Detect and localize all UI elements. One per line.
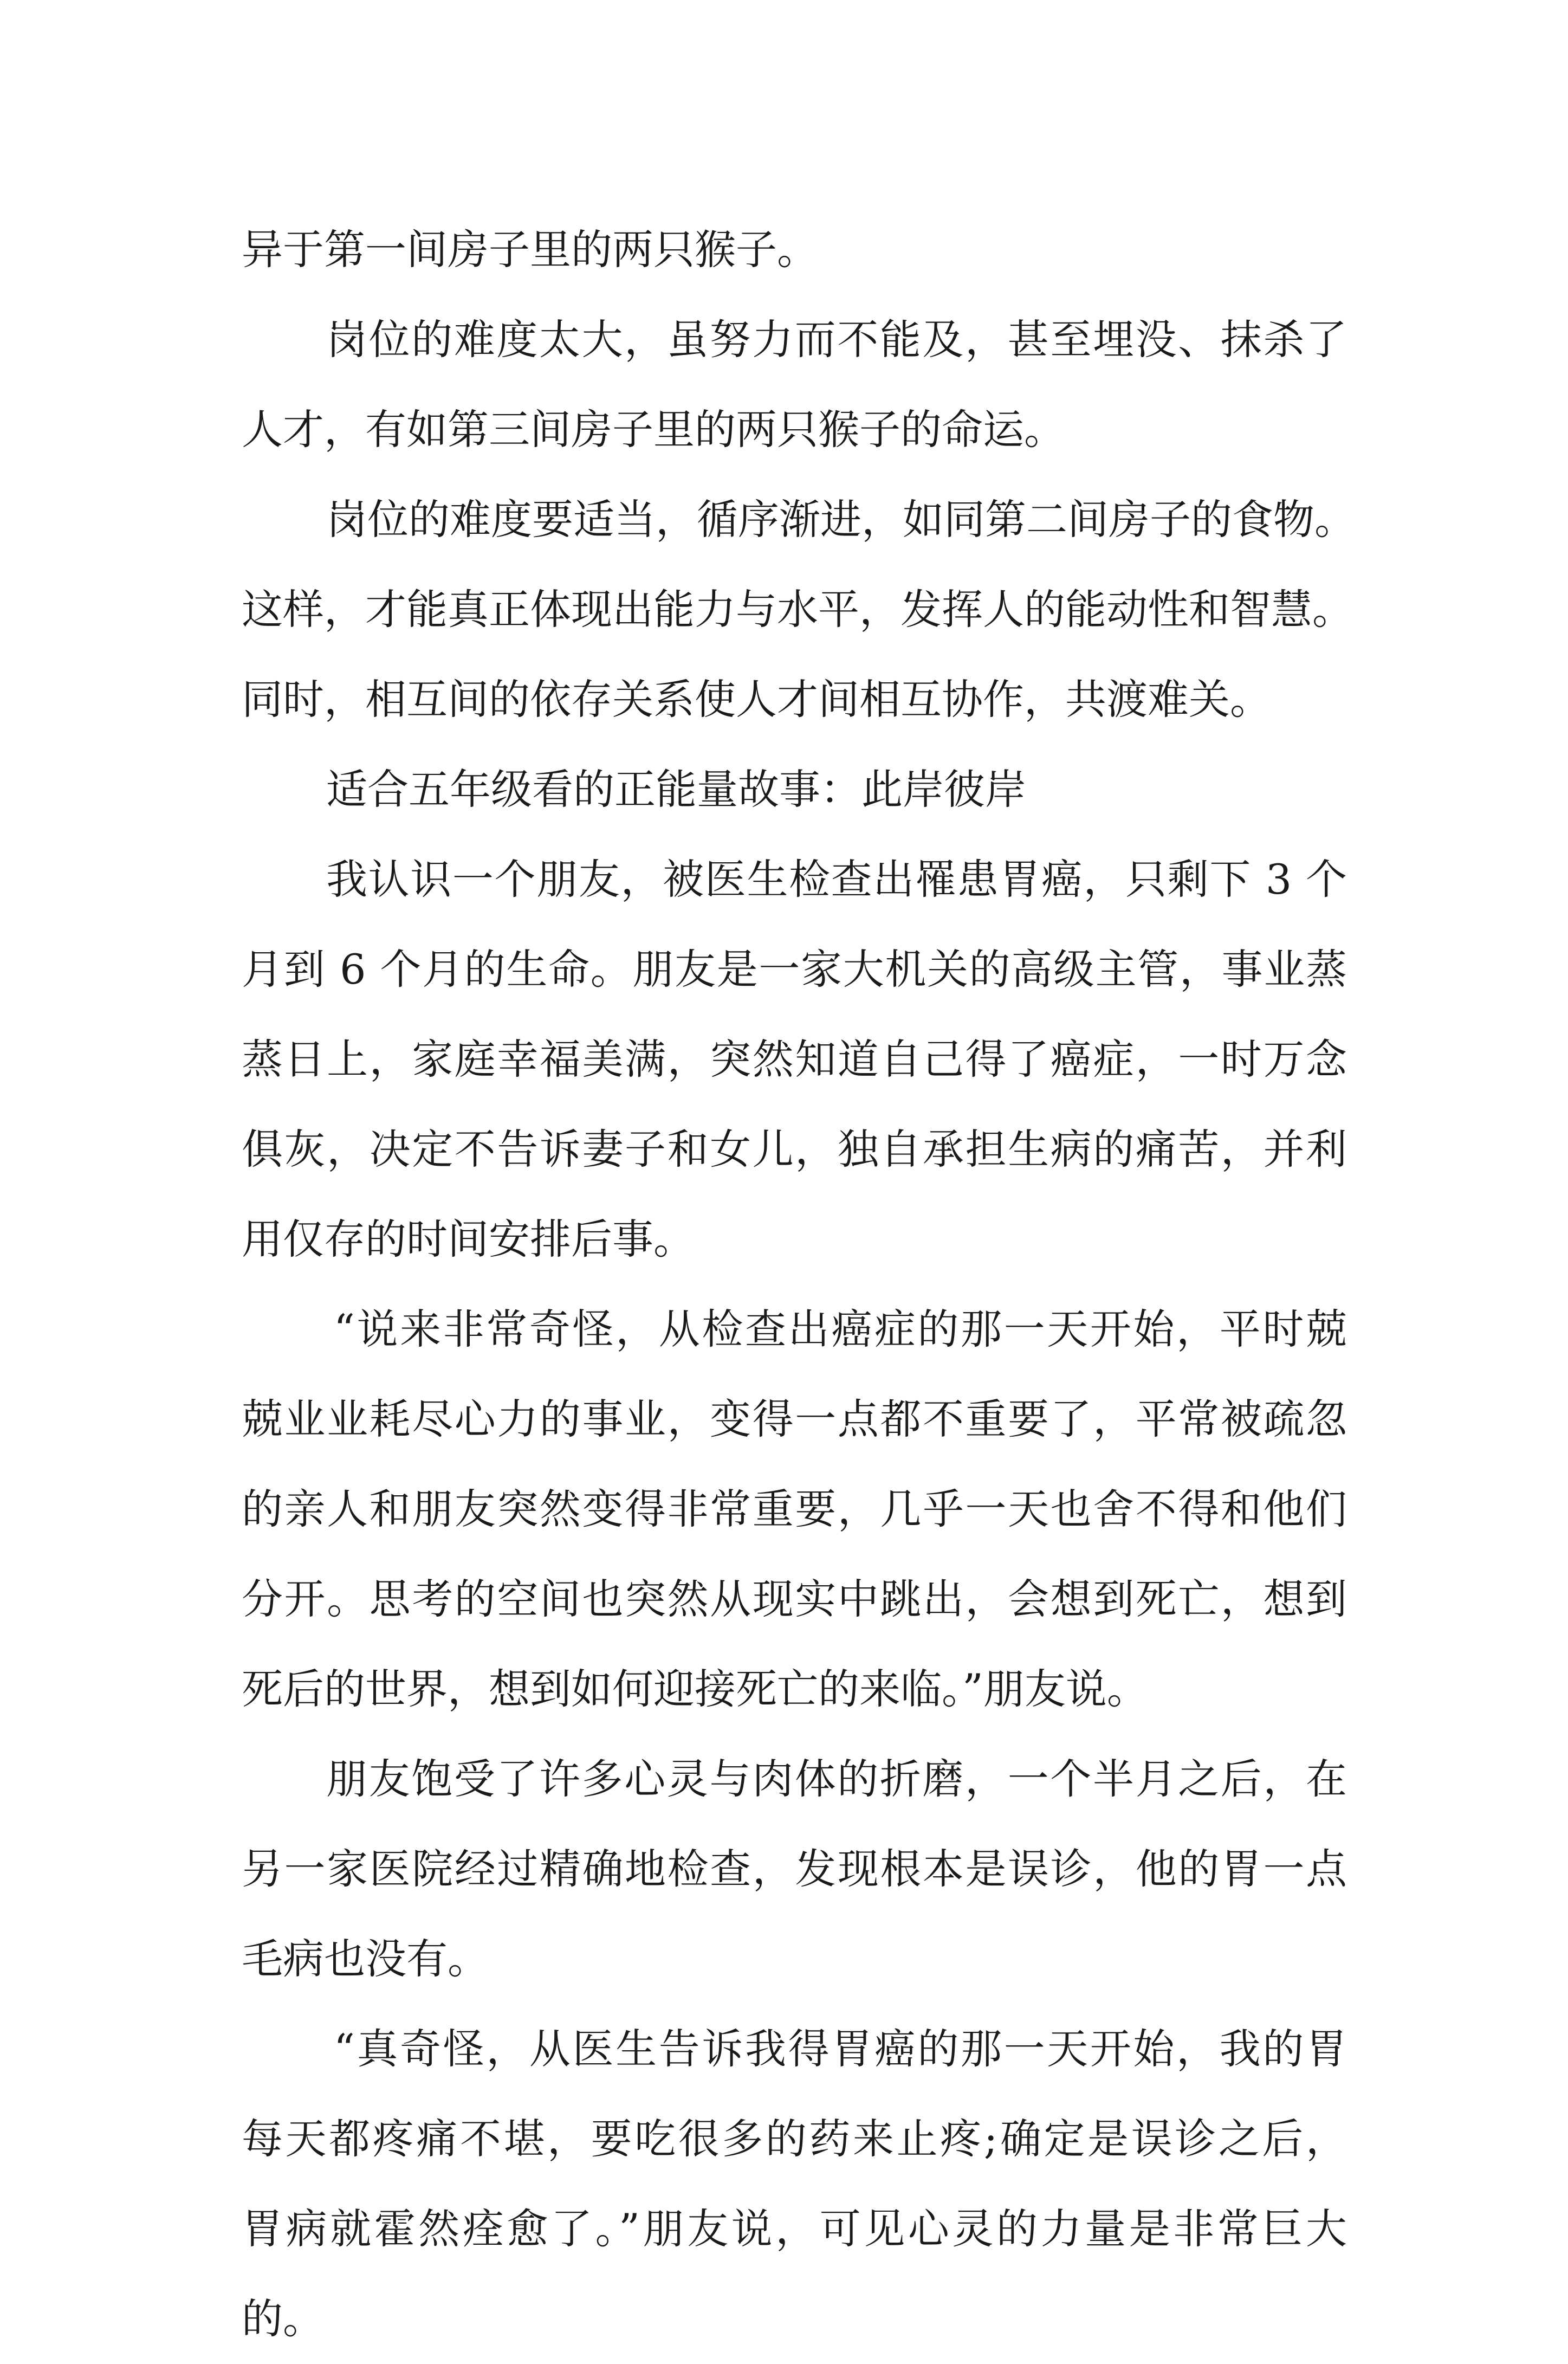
text-line: 每天都疼痛不堪，要吃很多的药来止疼;确定是误诊之后， xyxy=(242,2115,1347,2163)
text-line: 的。 xyxy=(242,2295,324,2343)
text-line: “说来非常奇怪，从检查出癌症的那一天开始，平时兢 xyxy=(334,1305,1347,1353)
text-line: 俱灰，决定不告诉妻子和女儿，独自承担生病的痛苦，并利 xyxy=(242,1125,1347,1173)
document-page xyxy=(242,205,1356,2364)
text-line: 我认识一个朋友，被医生检查出罹患胃癌，只剩下 3 个 xyxy=(326,855,1347,903)
text-line: 兢业业耗尽心力的事业，变得一点都不重要了，平常被疏忽 xyxy=(242,1395,1347,1443)
text-line: 人才，有如第三间房子里的两只猴子的命运。 xyxy=(242,405,1065,454)
text-line: “真奇怪，从医生告诉我得胃癌的那一天开始，我的胃 xyxy=(334,2025,1347,2073)
text-line: 的亲人和朋友突然变得非常重要，几乎一天也舍不得和他们 xyxy=(242,1485,1347,1533)
text-line: 毛病也没有。 xyxy=(242,1935,489,1983)
text-line: 这样，才能真正体现出能力与水平，发挥人的能动性和智慧。 xyxy=(242,585,1353,634)
text-line: 死后的世界，想到如何迎接死亡的来临。”朋友说。 xyxy=(242,1665,1148,1713)
paragraph xyxy=(242,475,1356,745)
paragraph xyxy=(242,295,1347,475)
paragraph xyxy=(242,205,1347,295)
text-line: 用仅存的时间安排后事。 xyxy=(242,1215,695,1263)
text-line: 蒸日上，家庭幸福美满，突然知道自己得了癌症，一时万念 xyxy=(242,1035,1347,1083)
heading-line: 适合五年级看的正能量故事：此岸彼岸 xyxy=(326,765,1026,813)
text-line: 岗位的难度太大，虽努力而不能及，甚至埋没、抹杀了 xyxy=(326,315,1347,364)
paragraph xyxy=(242,835,1347,1284)
paragraph xyxy=(242,1284,1347,1734)
text-line: 分开。思考的空间也突然从现实中跳出，会想到死亡，想到 xyxy=(242,1575,1347,1623)
text-line: 异于第一间房子里的两只猴子。 xyxy=(242,225,818,274)
paragraph xyxy=(242,2004,1347,2364)
text-line: 胃病就霍然痊愈了。”朋友说，可见心灵的力量是非常巨大 xyxy=(242,2205,1347,2253)
section-heading xyxy=(242,745,1347,835)
text-line: 岗位的难度要适当，循序渐进，如同第二间房子的食物。 xyxy=(326,495,1356,544)
text-line: 同时，相互间的依存关系使人才间相互协作，共渡难关。 xyxy=(242,675,1271,724)
text-line: 月到 6 个月的生命。朋友是一家大机关的高级主管，事业蒸 xyxy=(242,945,1347,993)
text-line: 另一家医院经过精确地检查，发现根本是误诊，他的胃一点 xyxy=(242,1845,1347,1893)
text-line: 朋友饱受了许多心灵与肉体的折磨，一个半月之后，在 xyxy=(326,1755,1347,1803)
paragraph xyxy=(242,1734,1347,2004)
